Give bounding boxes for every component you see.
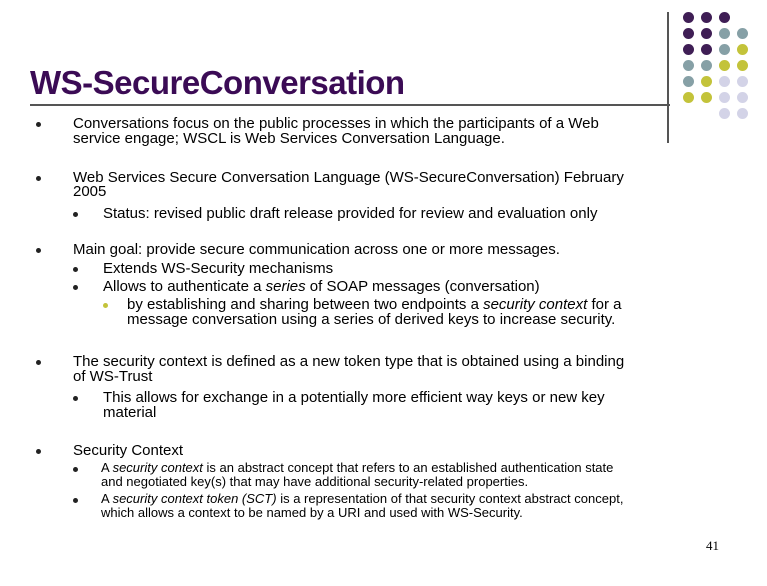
bullet-dot	[36, 360, 41, 365]
sub-sub-bullet-dot	[103, 303, 108, 308]
bullet-3-sub-3-line-1: by establishing and sharing between two endpoints a security context for a	[127, 296, 622, 313]
decorative-dot	[719, 44, 730, 55]
bullet-3-sub-2: Allows to authenticate a series of SOAP messages (conversation)	[103, 278, 540, 295]
bullet-4-line-1: The security context is defined as a new token type that is obtained using a binding	[73, 353, 625, 370]
bullet-2-line-2: 2005	[73, 183, 107, 200]
decorative-dot	[701, 60, 712, 71]
decorative-dot	[719, 76, 730, 87]
decorative-dot	[737, 28, 748, 39]
decorative-dot	[683, 60, 694, 71]
decorative-dot	[719, 92, 730, 103]
decorative-dot	[701, 92, 712, 103]
bullet-1-line-2: service engage; WSCL is Web Services Conversation Language.	[73, 130, 505, 147]
bullet-3-line-1: Main goal: provide secure communication across one or more messages.	[73, 241, 560, 258]
bullet-dot	[36, 176, 41, 181]
bullet-5-sub-1-line-2: and negotiated key(s) that may have additional security-related properties.	[101, 474, 529, 489]
decorative-dot	[701, 44, 712, 55]
bullet-2-sub-1: Status: revised public draft release provided for review and evaluation only	[103, 205, 598, 222]
decorative-dot	[701, 28, 712, 39]
bullet-dot	[36, 248, 41, 253]
decorative-dot	[683, 76, 694, 87]
page-number: 41	[706, 538, 719, 553]
bullet-1-line-1: Conversations focus on the public processes in which the participants of a Web	[73, 115, 599, 132]
sub-bullet-dot	[73, 498, 78, 503]
title-divider	[30, 104, 670, 106]
decorative-dot	[737, 60, 748, 71]
decorative-dot	[719, 60, 730, 71]
decorative-dot	[737, 44, 748, 55]
bullet-5-sub-2-line-2: which allows a context to be named by a URI and used with WS-Security.	[101, 505, 523, 520]
decorative-dot	[719, 28, 730, 39]
sub-bullet-dot	[73, 267, 78, 272]
bullet-5-sub-2-line-1: A security context token (SCT) is a representation of that security context abstract concept,	[101, 491, 624, 506]
sub-bullet-dot	[73, 396, 78, 401]
bullet-5-line-1: Security Context	[73, 442, 184, 459]
decorative-dot	[701, 12, 712, 23]
decorative-dot	[683, 28, 694, 39]
decorative-dot	[737, 108, 748, 119]
sub-bullet-dot	[73, 467, 78, 472]
bullet-4-sub-line-2: material	[103, 404, 157, 421]
decorative-dot	[737, 92, 748, 103]
decorative-dot	[737, 76, 748, 87]
bullet-2-line-1: Web Services Secure Conversation Language (WS-SecureConversation) February	[73, 169, 624, 186]
decorative-dot	[683, 44, 694, 55]
slide-title: WS-SecureConversation	[30, 64, 405, 101]
bullet-3-sub-1: Extends WS-Security mechanisms	[103, 260, 334, 277]
decorative-dot	[719, 12, 730, 23]
bullet-5-sub-1-line-1: A security context is an abstract concept that refers to an established authentication state	[101, 460, 614, 475]
decorative-dot	[683, 92, 694, 103]
bullet-4-line-2: of WS-Trust	[73, 368, 153, 385]
decorative-dot	[701, 76, 712, 87]
bullet-dot	[36, 449, 41, 454]
bullet-dot	[36, 122, 41, 127]
decorative-dot-grid	[683, 12, 767, 122]
decorative-dot	[683, 12, 694, 23]
bullet-4-sub-line-1: This allows for exchange in a potentially more efficient way keys or new key	[103, 389, 605, 406]
sub-bullet-dot	[73, 285, 78, 290]
sub-bullet-dot	[73, 212, 78, 217]
bullet-3-sub-3-line-2: message conversation using a series of derived keys to increase security.	[127, 311, 616, 328]
